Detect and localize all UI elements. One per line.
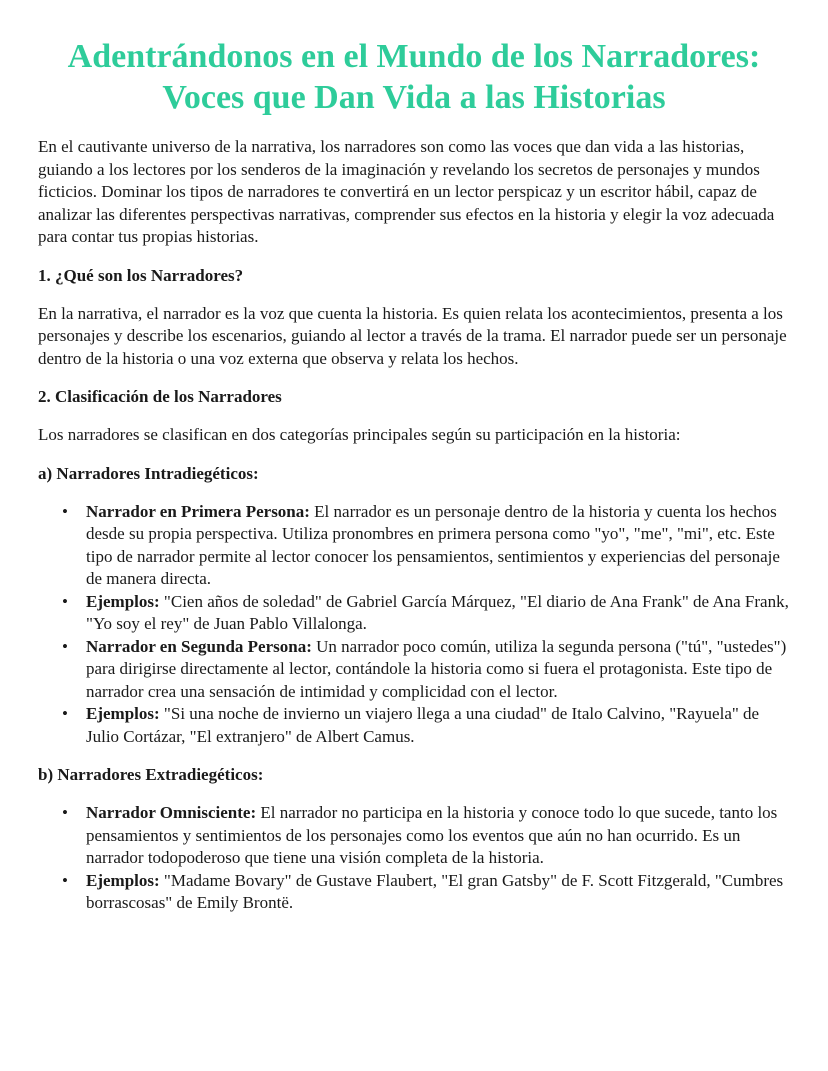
section-2-heading: 2. Clasificación de los Narradores [38, 387, 282, 406]
page-title-line-1: Adentrándonos en el Mundo de los Narradores: [67, 38, 761, 75]
intradiegeticos-heading: a) Narradores Intradiegéticos: [38, 463, 259, 483]
bullet-icon: • [62, 803, 68, 822]
list-item-label: Narrador en Segunda Persona: [86, 636, 312, 656]
section-1-paragraph: En la narrativa, el narrador es la voz que cuenta la historia. Es quien relata los acontecimientos, presenta a los personajes y describe los escenarios, guiando al lector a través de la trama. El narrador puede ser un personaje dentro de la historia o una voz externa que observa y relata los hechos. [38, 303, 787, 368]
list-item-label: Ejemplos: [86, 591, 160, 611]
list-item-label: Narrador Omnisciente: [86, 803, 257, 822]
list-item [62, 501, 790, 591]
bullet-icon: • [62, 591, 68, 611]
list-item-label: Ejemplos: [86, 704, 160, 723]
bullet-icon: • [62, 636, 68, 656]
section-1-heading: 1. ¿Qué son los Narradores? [38, 265, 244, 285]
section-2-paragraph: Los narradores se clasifican en dos categorías principales según su participación en la historia: [38, 425, 681, 444]
list-item [62, 802, 790, 870]
list-item-text: El narrador es un personaje dentro de la historia y cuenta los hechos desde su propia perspectiva. Utiliza pronombres en primera persona como "yo", "me", "mi", etc. Este tipo de narrador permite al lector conocer los pensamientos, sentimientos y experiencias del personaje de manera directa. [86, 501, 780, 588]
list-item [62, 591, 790, 636]
list-item-label: Narrador en Primera Persona: [86, 501, 310, 521]
list-item [62, 703, 790, 748]
list-item [62, 870, 790, 915]
intro-paragraph: En el cautivante universo de la narrativa, los narradores son como las voces que dan vida a las historias, guiando a los lectores por los senderos de la imaginación y revelando los secretos de personajes y mundos ficticios. Dominar los tipos de narradores te convertirá en un lector perspicaz y un escritor hábil, capaz de analizar las diferentes perspectivas narrativas, comprender sus efectos en la historia y elegir la voz adecuada para contar tus propias historias. [38, 137, 775, 246]
bullet-icon: • [62, 870, 68, 890]
list-item-text: "Madame Bovary" de Gustave Flaubert, "El gran Gatsby" de F. Scott Fitzgerald, "Cumbres borrascosas" de Emily Brontë. [86, 870, 784, 912]
list-item-label: Ejemplos: [86, 870, 160, 890]
extradiegeticos-heading: b) Narradores Extradiegéticos: [38, 765, 264, 784]
page-title-line-2: Voces que Dan Vida a las Historias [162, 79, 666, 116]
intradiegeticos-list [38, 501, 790, 749]
page-title [38, 36, 790, 118]
list-item-text: Un narrador poco común, utiliza la segunda persona ("tú", "ustedes") para dirigirse directamente al lector, contándole la historia como si fuera el protagonista. Este tipo de narrador crea una sensación de intimidad y complicidad con el lector. [86, 636, 787, 701]
extradiegeticos-list [38, 802, 790, 915]
list-item-text: El narrador no participa en la historia y conoce todo lo que sucede, tanto los pensamientos y sentimientos de los personajes como los eventos que aún no han ocurrido. Es un narrador todopoderoso que tiene una visión completa de la historia. [86, 803, 778, 867]
bullet-icon: • [62, 501, 68, 521]
list-item [62, 636, 790, 704]
bullet-icon: • [62, 704, 68, 723]
list-item-text: "Cien años de soledad" de Gabriel García Márquez, "El diario de Ana Frank" de Ana Frank, "Yo soy el rey" de Juan Pablo Villalonga. [86, 591, 789, 633]
list-item-text: "Si una noche de invierno un viajero llega a una ciudad" de Italo Calvino, "Rayuela" de Julio Cortázar, "El extranjero" de Albert Camus. [86, 704, 760, 746]
